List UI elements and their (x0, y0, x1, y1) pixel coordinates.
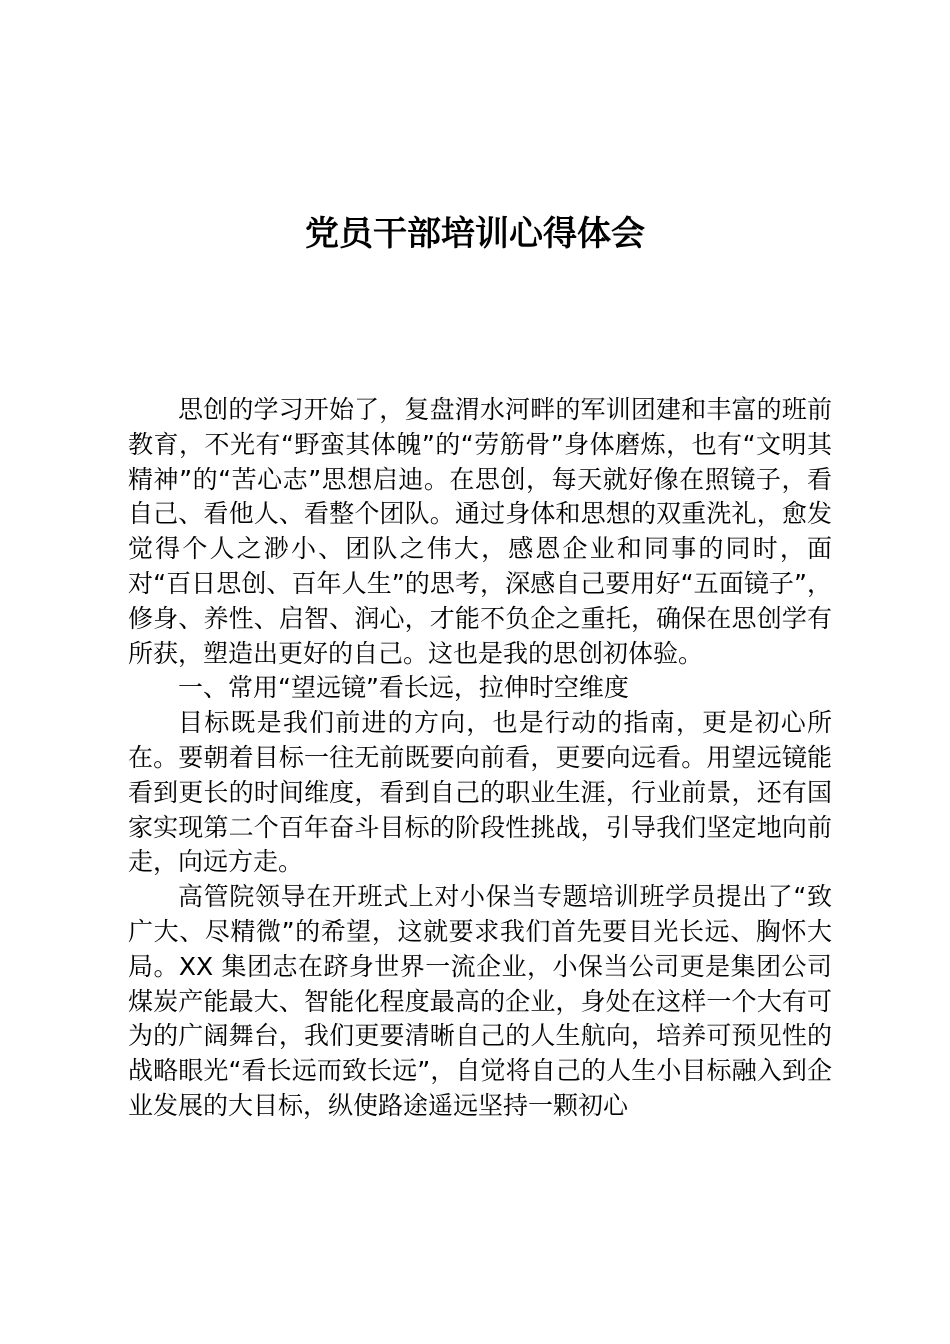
document-title: 党员干部培训心得体会 (305, 214, 645, 254)
document-body (128, 393, 832, 1124)
section-1-paragraph-1: 目标既是我们前进的方向，也是行动的指南，更是初心所在。要朝着目标一往无前既要向前看，更要向远看。用望远镜能看到更长的时间维度，看到自己的职业生涯，行业前景，还有国家实现第二个百年奋斗目标的阶段性挑战，引导我们坚定地向前走，向远方走。 (128, 708, 832, 877)
section-heading-1: 一、常用“望远镜”看长远，拉伸时空维度 (178, 673, 629, 703)
section-1-paragraph-2: 高管院领导在开班式上对小保当专题培训班学员提出了“致广大、尽精微”的希望，这就要求我们首先要目光长远、胸怀大局。XX 集团志在跻身世界一流企业，小保当公司更是集团公司煤炭产能最大、智能化程度最高的企业，身处在这样一个大有可为的广阔舞台，我们更要清晰自己的人生航向，培养可预见性的战略眼光“看长远而致长远”，自觉将自己的人生小目标融入到企业发展的大目标，纵使路途遥远坚持一颗初心 (128, 882, 832, 1120)
intro-paragraph: 思创的学习开始了，复盘渭水河畔的军训团建和丰富的班前教育，不光有“野蛮其体魄”的“劳筋骨”身体磨炼，也有“文明其精神”的“苦心志”思想启迪。在思创，每天就好像在照镜子，看自己、看他人、看整个团队。通过身体和思想的双重洗礼，愈发觉得个人之渺小、团队之伟大，感恩企业和同事的同时，面对“百日思创、百年人生”的思考，深感自己要用好“五面镜子”，修身、养性、启智、润心，才能不负企之重托，确保在思创学有所获，塑造出更好的自己。这也是我的思创初体验。 (128, 395, 832, 668)
